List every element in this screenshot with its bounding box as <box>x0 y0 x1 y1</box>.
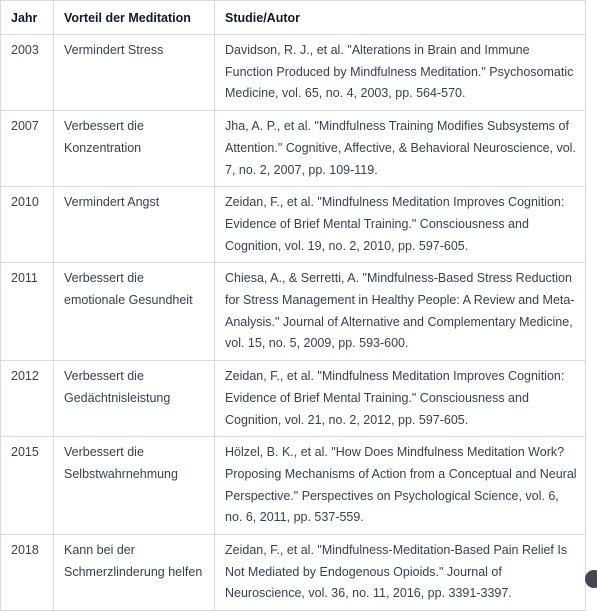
table-row <box>1 437 586 535</box>
table-row <box>1 187 586 263</box>
cell-benefit: Verbessert die Konzentration <box>54 111 215 187</box>
cell-year: 2010 <box>1 187 54 263</box>
cell-benefit: Verbessert die Gedächtnisleistung <box>54 361 215 437</box>
cell-study: Davidson, R. J., et al. "Alterations in Brain and Immune Function Produced by Mindfulness Meditation." Psychosomatic Medicine, vol. 65, no. 4, 2003, pp. 564-570. <box>215 35 586 111</box>
cell-study: Zeidan, F., et al. "Mindfulness-Meditation-Based Pain Relief Is Not Mediated by Endogenous Opioids." Journal of Neuroscience, vol. 36, no. 11, 2016, pp. 3391-3397. <box>215 535 586 611</box>
cell-study: Zeidan, F., et al. "Mindfulness Meditation Improves Cognition: Evidence of Brief Mental Training." Consciousness and Cognition, vol. 19, no. 2, 2010, pp. 597-605. <box>215 187 586 263</box>
header-row <box>1 1 586 35</box>
table-row <box>1 35 586 111</box>
cell-benefit: Vermindert Stress <box>54 35 215 111</box>
cell-year: 2018 <box>1 535 54 611</box>
cell-year: 2012 <box>1 361 54 437</box>
table-row <box>1 361 586 437</box>
header-benefit: Vorteil der Meditation <box>54 1 215 35</box>
table-row <box>1 263 586 361</box>
cell-study: Jha, A. P., et al. "Mindfulness Training Modifies Subsystems of Attention." Cognitive, Affective, & Behavioral Neuroscience, vol. 7, no. 2, 2007, pp. 109-119. <box>215 111 586 187</box>
scroll-to-bottom-icon[interactable] <box>585 570 597 588</box>
header-study: Studie/Autor <box>215 1 586 35</box>
cell-year: 2015 <box>1 437 54 535</box>
cell-year: 2003 <box>1 35 54 111</box>
header-year: Jahr <box>1 1 54 35</box>
cell-benefit: Kann bei der Schmerzlinderung helfen <box>54 535 215 611</box>
cell-study: Chiesa, A., & Serretti, A. "Mindfulness-Based Stress Reduction for Stress Management in Healthy People: A Review and Meta-Analysis." Journal of Alternative and Complementary Medicine, vol. 15, no. 5, 2009, pp. 593-600. <box>215 263 586 361</box>
cell-benefit: Vermindert Angst <box>54 187 215 263</box>
cell-benefit: Verbessert die emotionale Gesundheit <box>54 263 215 361</box>
cell-year: 2011 <box>1 263 54 361</box>
cell-year: 2007 <box>1 111 54 187</box>
table-row <box>1 111 586 187</box>
cell-benefit: Verbessert die Selbstwahrnehmung <box>54 437 215 535</box>
cell-study: Zeidan, F., et al. "Mindfulness Meditation Improves Cognition: Evidence of Brief Mental Training." Consciousness and Cognition, vol. 21, no. 2, 2012, pp. 597-605. <box>215 361 586 437</box>
table-row <box>1 535 586 611</box>
cell-study: Hölzel, B. K., et al. "How Does Mindfulness Meditation Work? Proposing Mechanisms of Action from a Conceptual and Neural Perspective." Perspectives on Psychological Science, vol. 6, no. 6, 2011, pp. 537-559. <box>215 437 586 535</box>
